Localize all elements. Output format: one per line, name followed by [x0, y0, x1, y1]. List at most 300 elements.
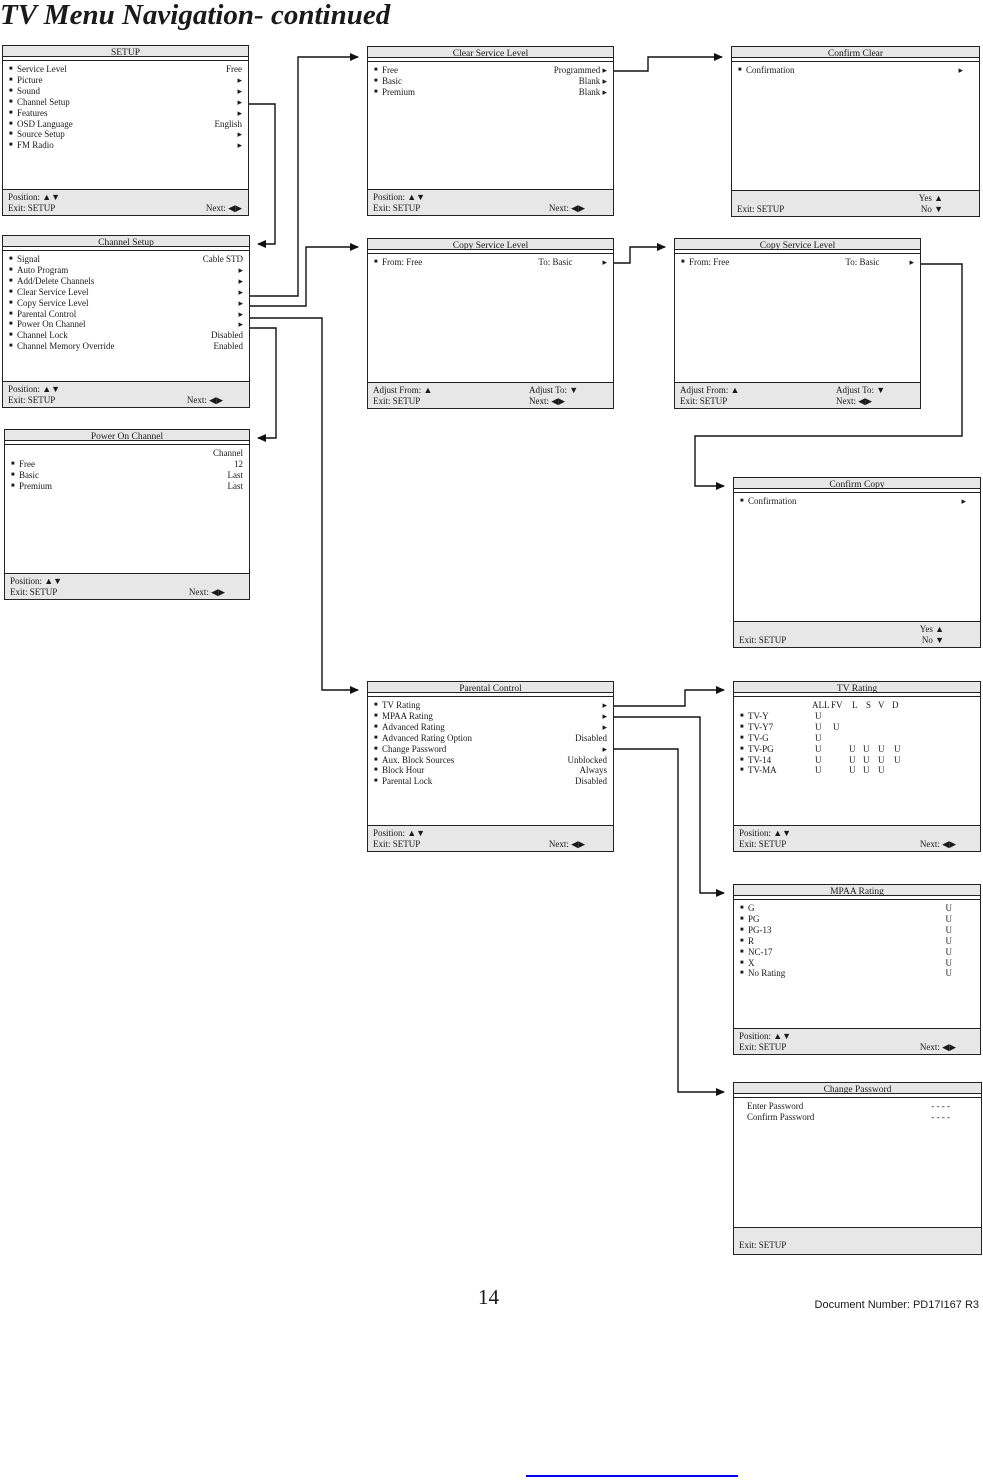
menu-item-channel-memory-override[interactable]	[9, 341, 243, 352]
menu-item-mpaa-rating[interactable]	[374, 711, 607, 722]
connector-copy1-to-copy2	[612, 247, 665, 263]
menu-item-channel-setup[interactable]	[9, 97, 242, 108]
menu-title: Confirm Copy	[734, 478, 980, 493]
rating-cell[interactable]: U	[815, 754, 822, 765]
copy-service-level-confirm-menu	[674, 238, 921, 409]
password-placeholder[interactable]: - - - -	[931, 1111, 950, 1122]
menu-item-label: Change Password	[382, 743, 447, 754]
menu-item-value: ▸	[238, 275, 243, 286]
connector-parental-to-change-password	[612, 749, 724, 1092]
bullet-icon: ■	[681, 259, 685, 265]
rating-item-x[interactable]	[740, 958, 974, 969]
menu-item-premium[interactable]	[374, 87, 607, 98]
connector-parental-to-tv-rating	[612, 690, 724, 706]
menu-item-label: From: Free	[689, 257, 730, 267]
bullet-icon: ■	[374, 723, 378, 730]
rating-item-no-rating[interactable]	[740, 968, 974, 979]
setup-menu	[2, 45, 249, 216]
bullet-icon: ■	[740, 970, 744, 977]
rating-row-tv-14[interactable]	[740, 755, 974, 766]
change-password-menu	[733, 1082, 982, 1255]
rating-column-headers	[740, 700, 974, 711]
bullet-icon: ■	[11, 471, 15, 478]
rating-row-tv-y7[interactable]	[740, 722, 974, 733]
menu-item-tv-rating[interactable]	[374, 700, 607, 711]
menu-title: TV Rating	[734, 682, 980, 697]
bullet-icon: ■	[9, 288, 13, 295]
menu-item-copy-service-level[interactable]	[9, 298, 243, 309]
menu-item-label: Free	[382, 65, 398, 75]
menu-item-label: Premium	[19, 480, 52, 491]
menu-item-features[interactable]	[9, 108, 242, 119]
password-placeholder[interactable]: - - - -	[931, 1101, 950, 1111]
menu-item-premium[interactable]	[11, 481, 243, 492]
bullet-icon: ■	[374, 77, 378, 84]
menu-item-label: PG	[748, 913, 760, 924]
bullet-icon: ■	[374, 702, 378, 708]
menu-item-value: ▸	[237, 140, 242, 151]
bullet-icon: ■	[740, 937, 744, 944]
footer-yes[interactable]: Yes ▲	[918, 193, 943, 204]
column-header-l: L	[852, 700, 858, 710]
menu-item-basic[interactable]	[374, 76, 607, 87]
menu-item-parental-lock[interactable]	[374, 776, 607, 787]
bullet-icon: ■	[374, 778, 378, 785]
menu-title: Channel Setup	[3, 236, 249, 251]
page-number: 14	[478, 1285, 499, 1309]
bullet-icon: ■	[9, 343, 13, 350]
bullet-icon: ■	[9, 120, 13, 127]
footer-exit: Exit: SETUP	[739, 1240, 787, 1250]
column-header-s: S	[866, 700, 872, 710]
menu-item-label: Channel Setup	[17, 96, 70, 107]
menu-item-channel-lock[interactable]	[9, 330, 243, 341]
bullet-icon: ■	[374, 767, 378, 774]
rating-row-tv-y[interactable]	[740, 711, 974, 722]
footer-next: Next: ◀▶	[836, 396, 873, 407]
rating-cell[interactable]: U	[815, 743, 822, 754]
bottom-link-underline[interactable]	[526, 1475, 738, 1477]
footer-exit: Exit: SETUP	[680, 396, 728, 407]
menu-item-label: Basic	[382, 75, 402, 86]
footer-next: Next: ◀▶	[919, 839, 956, 850]
rating-item-pg[interactable]	[740, 914, 974, 925]
connector-channel-setup-to-clear-service	[248, 57, 358, 296]
menu-item-label: Aux. Block Sources	[382, 754, 455, 765]
menu-footer	[734, 1227, 981, 1254]
bullet-icon: ■	[740, 948, 744, 955]
menu-item-label: Auto Program	[17, 264, 69, 275]
bullet-icon: ■	[9, 332, 13, 339]
column-header-d: D	[892, 700, 899, 710]
rating-cell[interactable]: U	[833, 721, 840, 732]
footer-exit: Exit: SETUP	[739, 1042, 787, 1053]
menu-item-service-level[interactable]	[9, 64, 242, 75]
menu-item-osd-language[interactable]	[9, 119, 242, 130]
footer-exit: Exit: SETUP	[8, 395, 56, 406]
menu-item-value: ▸	[602, 700, 607, 710]
connector-setup-to-channel-setup	[248, 104, 275, 244]
menu-item-value: Last	[227, 469, 243, 480]
menu-footer	[734, 1028, 980, 1054]
rating-item-g[interactable]	[740, 903, 974, 914]
footer-adjust-from: Adjust From: ▲	[373, 385, 433, 396]
bullet-icon: ■	[11, 460, 15, 467]
menu-item-confirmation[interactable]	[738, 65, 973, 76]
footer-position: Position: ▲▼	[8, 192, 61, 203]
menu-item-free[interactable]	[11, 459, 243, 470]
menu-item-value: ▸	[238, 264, 243, 275]
menu-item-value: ▸	[237, 74, 242, 85]
menu-item-value: ▸	[237, 96, 242, 107]
rating-cell[interactable]: U	[878, 754, 885, 765]
footer-exit: Exit: SETUP	[373, 396, 421, 407]
menu-item-value: ▸	[237, 85, 242, 96]
menu-title: MPAA Rating	[734, 885, 980, 900]
rating-cell[interactable]: U	[863, 754, 870, 765]
bullet-icon: ■	[374, 712, 378, 719]
menu-footer	[734, 621, 980, 647]
column-header-all: ALL	[812, 700, 830, 710]
bullet-icon: ■	[9, 256, 13, 262]
menu-item-sound[interactable]	[9, 86, 242, 97]
menu-item-label: MPAA Rating	[382, 710, 433, 721]
menu-item-basic[interactable]	[11, 470, 243, 481]
bullet-icon: ■	[740, 734, 744, 741]
bullet-icon: ■	[374, 259, 378, 265]
bullet-icon: ■	[740, 915, 744, 922]
bullet-icon: ■	[9, 321, 13, 328]
menu-item-value: ▸	[602, 257, 607, 267]
bullet-icon: ■	[9, 310, 13, 317]
footer-adjust-to: Adjust To: ▼	[836, 385, 886, 396]
menu-item-label: NC-17	[748, 946, 773, 957]
menu-item-value[interactable]: U	[945, 903, 952, 913]
menu-item-label: Confirmation	[748, 496, 797, 506]
footer-next: Next: ◀▶	[186, 395, 223, 406]
confirm-copy-menu	[733, 477, 981, 648]
menu-item-label: Source Setup	[17, 129, 65, 140]
menu-item-label: Service Level	[17, 64, 67, 74]
footer-yes[interactable]: Yes ▲	[919, 624, 944, 635]
bullet-icon: ■	[9, 131, 13, 138]
rating-label: TV-Y	[748, 711, 769, 721]
rating-cell[interactable]: U	[815, 721, 822, 732]
menu-item-block-hour[interactable]	[374, 765, 607, 776]
menu-item-value[interactable]: U	[945, 924, 952, 935]
menu-item-label: Parental Lock	[382, 776, 433, 787]
menu-title: Confirm Clear	[732, 47, 979, 62]
bullet-icon: ■	[9, 266, 13, 273]
menu-item-value: Disabled	[211, 330, 243, 341]
bullet-icon: ■	[740, 723, 744, 730]
connector-channel-setup-to-parental	[248, 318, 358, 690]
menu-item-value: Programmed ▸	[553, 65, 607, 75]
bullet-icon: ■	[740, 745, 744, 752]
menu-item-value: Unblocked	[567, 754, 607, 765]
menu-item-power-on-channel[interactable]	[9, 319, 243, 330]
menu-item-value: ▸	[238, 308, 243, 319]
menu-item-label: Confirmation	[746, 65, 795, 75]
menu-footer	[675, 382, 920, 408]
menu-item-auto-program[interactable]	[9, 265, 243, 276]
rating-cell[interactable]: U	[863, 765, 870, 776]
menu-item-from-to[interactable]	[681, 257, 914, 268]
menu-item-to: To: Basic	[538, 257, 573, 267]
menu-item-advanced-rating-option[interactable]	[374, 733, 607, 744]
bullet-icon: ■	[374, 67, 378, 73]
menu-item-value[interactable]: U	[945, 946, 952, 957]
footer-exit: Exit: SETUP	[373, 203, 421, 214]
menu-footer	[5, 573, 249, 599]
menu-item-value: ▸	[238, 286, 243, 297]
rating-cell[interactable]: U	[815, 732, 822, 743]
menu-item-source-setup[interactable]	[9, 129, 242, 140]
footer-next: Next: ◀▶	[919, 1042, 956, 1053]
menu-item-value[interactable]: U	[945, 957, 952, 968]
menu-item-free[interactable]	[374, 65, 607, 76]
menu-item-signal[interactable]	[9, 254, 243, 265]
menu-footer	[3, 189, 248, 215]
menu-footer	[3, 381, 249, 407]
footer-exit: Exit: SETUP	[10, 587, 58, 598]
menu-item-aux-block-sources[interactable]	[374, 755, 607, 766]
menu-item-parental-control[interactable]	[9, 309, 243, 320]
bullet-icon: ■	[740, 767, 744, 774]
menu-item-value: Always	[579, 765, 607, 776]
rating-item-r[interactable]	[740, 936, 974, 947]
rating-label: TV-14	[748, 754, 772, 765]
footer-position: Position: ▲▼	[10, 576, 63, 587]
menu-title: SETUP	[3, 46, 248, 61]
bullet-icon: ■	[9, 98, 13, 105]
footer-position: Position: ▲▼	[373, 192, 426, 203]
rating-label: TV-G	[748, 732, 769, 743]
menu-item-advanced-rating[interactable]	[374, 722, 607, 733]
menu-footer	[734, 825, 980, 851]
footer-next: Next: ◀▶	[548, 203, 585, 214]
menu-item-label: Sound	[17, 85, 41, 96]
menu-item-value: ▸	[238, 297, 243, 308]
bullet-icon: ■	[374, 88, 378, 95]
menu-item-value: Blank ▸	[578, 75, 607, 86]
menu-item-label: Enter Password	[747, 1101, 804, 1111]
menu-item-label: Add/Delete Channels	[17, 275, 95, 286]
footer-next: Next: ◀▶	[529, 396, 566, 407]
menu-item-label: No Rating	[748, 968, 786, 979]
menu-item-value: ▸	[602, 721, 607, 732]
rating-label: TV-PG	[748, 743, 774, 754]
menu-item-label: Channel Lock	[17, 330, 68, 341]
bullet-icon: ■	[9, 66, 13, 72]
menu-item-value: ▸	[961, 496, 966, 506]
rating-cell[interactable]: U	[863, 743, 870, 754]
column-header: Channel	[213, 448, 243, 458]
rating-row-tv-ma[interactable]	[740, 765, 974, 776]
menu-item-label: X	[748, 957, 755, 968]
menu-item-from-to[interactable]	[374, 257, 607, 268]
bullet-icon: ■	[9, 76, 13, 83]
rating-cell[interactable]: U	[878, 743, 885, 754]
menu-title: Parental Control	[368, 682, 613, 697]
menu-item-label: PG-13	[748, 924, 772, 935]
power-on-channel-menu	[4, 429, 250, 600]
menu-item-label: Block Hour	[382, 765, 425, 776]
channel-setup-menu	[2, 235, 250, 408]
menu-item-value: ▸	[237, 129, 242, 140]
menu-item-label: Clear Service Level	[17, 286, 89, 297]
menu-item-value: ▸	[237, 107, 242, 118]
bullet-icon: ■	[9, 299, 13, 306]
menu-item-label: Signal	[17, 254, 41, 264]
menu-item-value: ▸	[909, 257, 914, 267]
rating-cell[interactable]: U	[894, 743, 901, 754]
menu-footer	[368, 825, 613, 851]
rating-cell[interactable]: U	[849, 743, 856, 754]
footer-no[interactable]: No ▼	[920, 204, 943, 215]
rating-row-tv-pg[interactable]	[740, 744, 974, 755]
menu-item-value: Disabled	[575, 776, 607, 787]
clear-service-level-menu	[367, 46, 614, 216]
menu-item-value: Blank ▸	[578, 86, 607, 97]
footer-adjust-from: Adjust From: ▲	[680, 385, 740, 396]
parental-control-menu	[367, 681, 614, 852]
rating-label: TV-MA	[748, 765, 777, 776]
menu-footer	[732, 190, 979, 216]
document-number: Document Number: PD17I167 R3	[814, 1299, 979, 1311]
connector-channel-setup-to-power-on	[248, 328, 276, 438]
menu-item-change-password[interactable]	[374, 744, 607, 755]
rating-item-pg-13[interactable]	[740, 925, 974, 936]
menu-item-value: Disabled	[575, 732, 607, 743]
connector-clear-to-confirm-clear	[612, 57, 722, 71]
menu-item-label: Basic	[19, 469, 39, 480]
menu-item-label: Power On Channel	[17, 319, 86, 330]
menu-item-value: ▸	[958, 65, 963, 75]
menu-item-label: Copy Service Level	[17, 297, 89, 308]
confirm-clear-menu	[731, 46, 980, 217]
footer-position: Position: ▲▼	[8, 384, 61, 395]
menu-item-label: Advanced Rating	[382, 721, 445, 732]
page-title: TV Menu Navigation- continued	[0, 0, 391, 31]
bullet-icon: ■	[740, 498, 744, 504]
bullet-icon: ■	[9, 277, 13, 284]
menu-item-label: FM Radio	[17, 140, 54, 151]
menu-item-label: Picture	[17, 74, 43, 85]
menu-footer	[368, 382, 613, 408]
footer-next: Next: ◀▶	[205, 203, 242, 214]
menu-item-label: Premium	[382, 86, 415, 97]
menu-item-confirmation[interactable]	[740, 496, 974, 507]
menu-item-value: English	[214, 118, 242, 129]
bullet-icon: ■	[740, 713, 744, 719]
menu-item-label: G	[748, 903, 755, 913]
bullet-icon: ■	[9, 142, 13, 149]
footer-exit: Exit: SETUP	[739, 635, 787, 646]
bullet-icon: ■	[374, 756, 378, 763]
connector-channel-setup-to-copy-service	[248, 247, 358, 306]
menu-item-value: 12	[234, 458, 243, 469]
menu-item-value[interactable]: U	[945, 968, 952, 979]
footer-position: Position: ▲▼	[739, 1031, 792, 1042]
bullet-icon: ■	[9, 109, 13, 116]
menu-item-value: ▸	[602, 710, 607, 721]
rating-cell[interactable]: U	[815, 765, 822, 776]
rating-row-tv-g[interactable]	[740, 733, 974, 744]
rating-label: TV-Y7	[748, 721, 774, 732]
footer-position: Position: ▲▼	[739, 828, 792, 839]
menu-item-fm-radio[interactable]	[9, 140, 242, 151]
menu-item-label: TV Rating	[382, 700, 421, 710]
confirm-password-field[interactable]	[747, 1112, 975, 1123]
column-header-v: V	[878, 700, 885, 710]
menu-title: Change Password	[734, 1083, 981, 1098]
connector-parental-to-mpaa	[612, 717, 724, 893]
bullet-icon: ■	[740, 926, 744, 933]
bullet-icon: ■	[738, 67, 742, 73]
menu-title: Copy Service Level	[368, 239, 613, 254]
menu-item-label: Channel Memory Override	[17, 341, 115, 352]
copy-service-level-menu	[367, 238, 614, 409]
bullet-icon: ■	[374, 734, 378, 741]
rating-cell[interactable]: U	[849, 754, 856, 765]
rating-item-nc-17[interactable]	[740, 947, 974, 958]
bullet-icon: ■	[740, 756, 744, 763]
tv-rating-menu	[733, 681, 981, 852]
footer-exit: Exit: SETUP	[8, 203, 56, 214]
mpaa-rating-menu	[733, 884, 981, 1055]
footer-exit: Exit: SETUP	[737, 204, 785, 215]
menu-item-value: Enabled	[213, 341, 243, 352]
menu-item-picture[interactable]	[9, 75, 242, 86]
menu-item-label: Features	[17, 107, 48, 118]
menu-item-value: ▸	[602, 743, 607, 754]
menu-item-add-delete-channels[interactable]	[9, 276, 243, 287]
menu-item-clear-service-level[interactable]	[9, 287, 243, 298]
menu-item-value: Free	[226, 64, 242, 74]
menu-item-value: Last	[227, 480, 243, 491]
footer-adjust-to: Adjust To: ▼	[529, 385, 579, 396]
rating-cell[interactable]: U	[815, 711, 822, 721]
footer-next: Next: ◀▶	[548, 839, 585, 850]
footer-no[interactable]: No ▼	[921, 635, 944, 646]
footer-exit: Exit: SETUP	[739, 839, 787, 850]
rating-cell[interactable]: U	[878, 765, 885, 776]
menu-item-value: ▸	[238, 319, 243, 330]
bullet-icon: ■	[740, 905, 744, 911]
column-header-fv: FV	[831, 700, 843, 710]
menu-item-label: OSD Language	[17, 118, 73, 129]
menu-item-label: Confirm Password	[747, 1111, 815, 1122]
menu-item-label: R	[748, 935, 755, 946]
footer-exit: Exit: SETUP	[373, 839, 421, 850]
menu-footer	[368, 189, 613, 215]
menu-item-value[interactable]: U	[945, 935, 952, 946]
bullet-icon: ■	[9, 87, 13, 94]
enter-password-field[interactable]	[747, 1101, 975, 1112]
footer-next: Next: ◀▶	[188, 587, 225, 598]
menu-item-value[interactable]: U	[945, 913, 952, 924]
footer-position: Position: ▲▼	[373, 828, 426, 839]
menu-title: Power On Channel	[5, 430, 249, 445]
menu-title: Copy Service Level	[675, 239, 920, 254]
rating-cell[interactable]: U	[894, 754, 901, 765]
menu-item-label: Advanced Rating Option	[382, 732, 472, 743]
menu-title: Clear Service Level	[368, 47, 613, 62]
menu-item-value: Cable STD	[202, 254, 243, 264]
menu-item-label: Free	[19, 458, 35, 469]
rating-cell[interactable]: U	[849, 765, 856, 776]
